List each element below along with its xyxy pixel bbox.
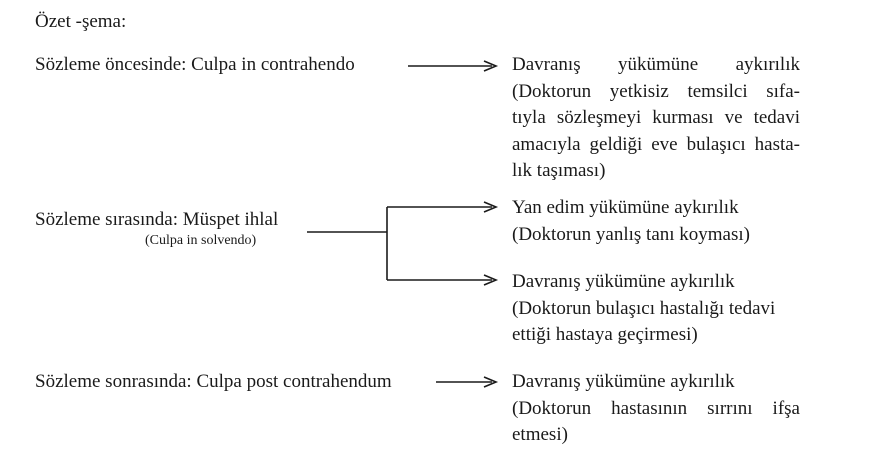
target-title: Yan edim yükümüne aykırılık xyxy=(512,197,739,218)
row-label-after-contract: Sözleme sonrasında: Culpa post contrahendum xyxy=(35,371,392,392)
target-detail-line: etmesi) xyxy=(512,424,568,445)
target-title: Davranış yükümüne aykırılık xyxy=(512,54,800,75)
target-detail-line: ettiği hastaya geçirmesi) xyxy=(512,324,698,345)
target-title: Davranış yükümüne aykırılık xyxy=(512,271,735,292)
target-detail-line: amacıyla geldiği eve bulaşıcı hasta- xyxy=(512,133,800,155)
target-detail-line: (Doktorun yetkisiz temsilci sıfa- xyxy=(512,80,800,102)
target-title: Davranış yükümüne aykırılık xyxy=(512,371,735,392)
diagram-heading: Özet -şema: xyxy=(35,11,127,32)
row-sublabel-culpa-in-solvendo: (Culpa in solvendo) xyxy=(145,233,257,248)
target-detail-line: (Doktorun yanlış tanı koyması) xyxy=(512,223,750,245)
row-label-during-contract: Sözleme sırasında: Müspet ihlal xyxy=(35,209,279,230)
target-detail-line: (Doktorun hastasının sırrını ifşa xyxy=(512,397,800,419)
row-label-before-contract: Sözleme öncesinde: Culpa in contrahendo xyxy=(35,54,355,75)
target-detail-line: tıyla sözleşmeyi kurması ve tedavi xyxy=(512,107,800,128)
target-detail-line: lık taşıması) xyxy=(512,160,606,181)
target-detail-line: (Doktorun bulaşıcı hastalığı tedavi xyxy=(512,297,776,319)
